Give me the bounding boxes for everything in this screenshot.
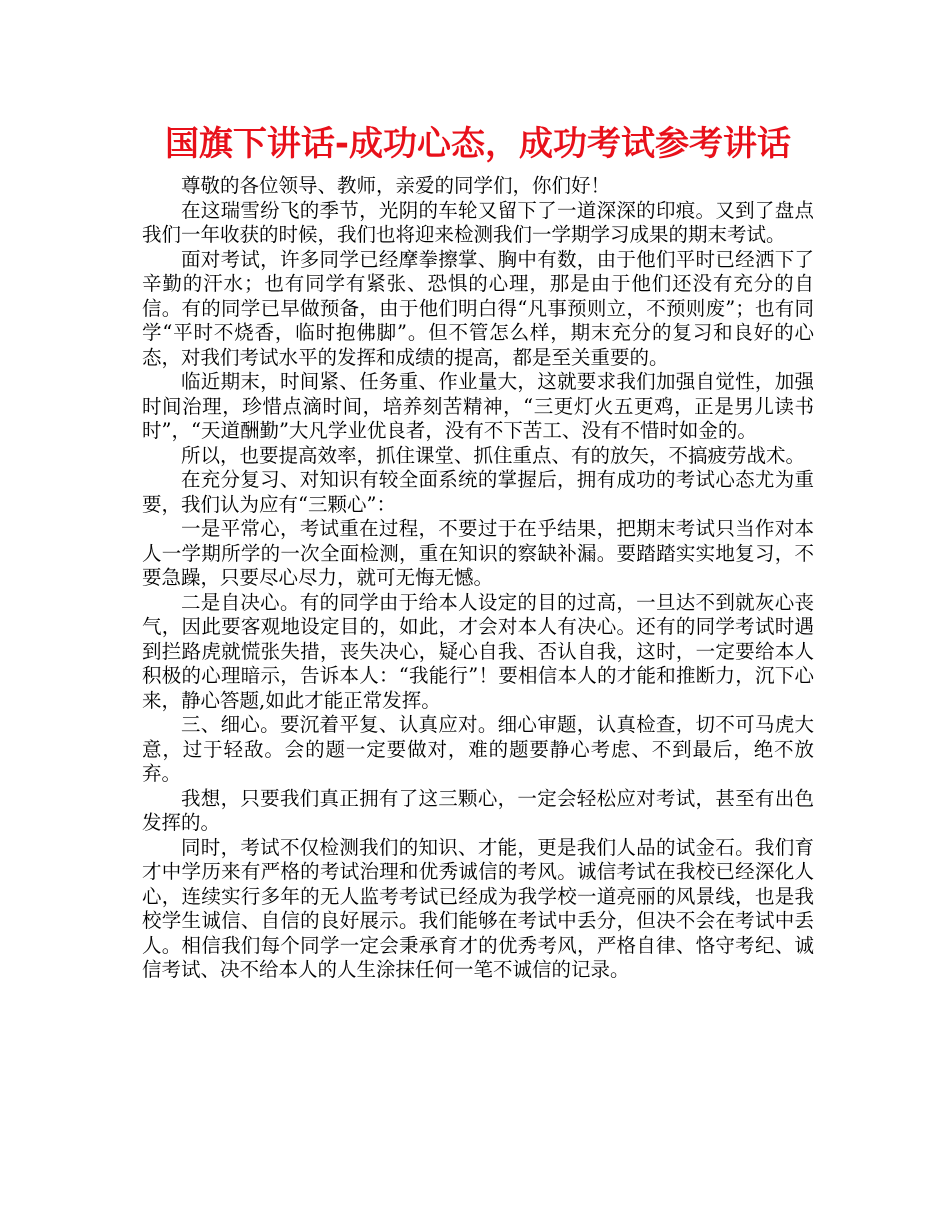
paragraph: 同时，考试不仅检测我们的知识、才能，更是我们人品的试金石。我们育才中学历来有严格的考试治理和优秀诚信的考风。诚信考试在我校已经深化人心，连续实行多年的无人监考考试已经成为我学校一道亮丽的风景线，也是我校学生诚信、自信的良好展示。我们能够在考试中丢分，但决不会在考试中丢人。相信我们每个同学一定会秉承育才的优秀考风，严格自律、恪守考纪、诚信考试、决不给本人的人生涂抹任何一笔不诚信的记录。 xyxy=(142,835,814,981)
paragraph: 所以，也要提高效率，抓住课堂、抓住重点、有的放矢，不搞疲劳战术。 xyxy=(181,443,806,467)
paragraph: 在这瑞雪纷飞的季节，光阴的车轮又留下了一道深深的印痕。又到了盘点我们一年收获的时候，我们也将迎来检测我们一学期学习成果的期末考试。 xyxy=(142,198,814,246)
paragraph-greeting: 尊敬的各位领导、教师，亲爱的同学们，你们好！ xyxy=(181,174,611,197)
paragraph: 二是自决心。有的同学由于给本人设定的目的过高，一旦达不到就灰心丧气，因此要客观地设定目的，如此，才会对本人有决心。还有的同学考试时遇到拦路虎就慌张失措，丧失决心，疑心自我、否认自我，这时，一定要给本人积极的心理暗示，告诉本人：“我能行”！要相信本人的才能和推断力，沉下心来，静心答题,如此才能正常发挥。 xyxy=(142,590,814,712)
paragraph: 我想，只要我们真正拥有了这三颗心，一定会轻松应对考试，甚至有出色发挥的。 xyxy=(142,786,814,834)
paragraph: 在充分复习、对知识有较全面系统的掌握后，拥有成功的考试心态尤为重要，我们认为应有“三颗心”： xyxy=(142,468,814,516)
paragraph: 面对考试，许多同学已经摩拳擦掌、胸中有数，由于他们平时已经洒下了辛勤的汗水；也有同学有紧张、恐惧的心理，那是由于他们还没有充分的自信。有的同学已早做预备，由于他们明白得“凡事预则立，不预则废”；也有同学“平时不烧香，临时抱佛脚”。但不管怎么样，期末充分的复习和良好的心态，对我们考试水平的发挥和成绩的提高，都是至关重要的。 xyxy=(142,247,814,369)
paragraph: 三、细心。要沉着平复、认真应对。细心审题，认真检查，切不可马虎大意，过于轻敌。会的题一定要做对，难的题要静心考虑、不到最后，绝不放弃。 xyxy=(142,713,814,785)
paragraph: 临近期末，时间紧、任务重、作业量大，这就要求我们加强自觉性，加强时间治理，珍惜点滴时间，培养刻苦精神，“三更灯火五更鸡，正是男儿读书时”，“天道酬勤”大凡学业优良者，没有不下苦工、没有不惜时如金的。 xyxy=(142,370,814,442)
document-page xyxy=(142,118,814,983)
document-title: 国旗下讲话-成功心态，成功考试参考讲话 xyxy=(164,124,792,164)
paragraph: 一是平常心，考试重在过程，不要过于在乎结果，把期末考试只当作对本人一学期所学的一次全面检测，重在知识的察缺补漏。要踏踏实实地复习，不要急躁，只要尽心尽力，就可无悔无憾。 xyxy=(142,517,814,589)
